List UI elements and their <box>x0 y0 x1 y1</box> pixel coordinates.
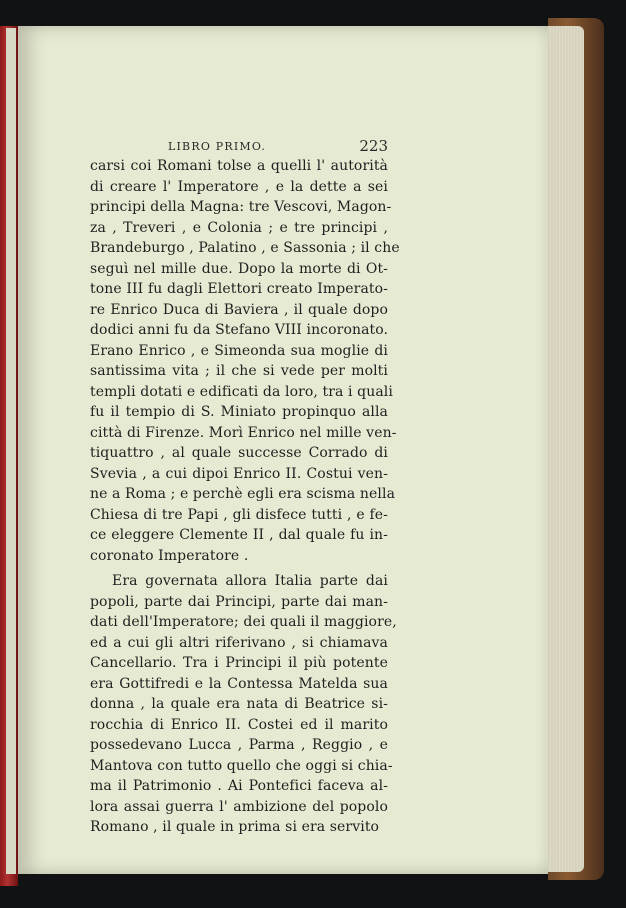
running-head: LIBRO PRIMO. <box>168 140 267 153</box>
text-line: Mantova con tutto quello che oggi si chia- <box>90 757 393 774</box>
text-line: ce eleggere Clemente II , dal quale fu in- <box>90 527 388 543</box>
text-line: principi della Magna: tre Vescovi, Magon- <box>90 199 392 215</box>
text-line: templi dotati e edificati da loro, tra i quali <box>90 383 393 400</box>
page-header <box>168 137 388 157</box>
text-line: Romano , il quale in prima si era servito <box>90 819 380 835</box>
text-line: dodici anni fu da Stefano VIII incoronato. <box>90 322 389 338</box>
text-line: santissima vita ; il che si vede per molti <box>90 363 388 379</box>
body-text <box>90 156 400 838</box>
text-line: possedevano Lucca , Parma , Reggio , e <box>90 737 388 753</box>
text-line: za , Treveri , e Colonia ; e tre principi , <box>90 219 388 236</box>
text-line: ed a cui gli altri riferivano , si chiamava <box>90 634 388 651</box>
text-line: coronato Imperatore . <box>90 547 249 564</box>
text-line: ma il Patrimonio . Ai Pontefici faceva al- <box>90 778 388 794</box>
paragraph-1 <box>90 156 400 566</box>
paragraph-2 <box>90 571 397 838</box>
text-line: dati dell'Imperatore; dei quali il maggiore, <box>90 614 397 630</box>
text-line: Chiesa di tre Papi , gli disfece tutti , e fe- <box>90 506 388 523</box>
text-line: Cancellario. Tra i Principi il più potente <box>90 655 388 671</box>
text-line: Brandeburgo , Palatino , e Sassonia ; il che <box>90 240 400 256</box>
text-line: rocchia di Enrico II. Costei ed il marito <box>90 716 388 733</box>
text-line: di creare l' Imperatore , e la dette a sei <box>90 178 388 195</box>
text-line: Erano Enrico , e Simeonda sua moglie di <box>90 342 388 359</box>
text-line: popoli, parte dai Principi, parte dai man- <box>90 593 388 610</box>
text-line: seguì nel mille due. Dopo la morte di Ot- <box>90 260 388 277</box>
text-line: città di Firenze. Morì Enrico nel mille ven- <box>90 424 397 441</box>
text-line: tone III fu dagli Elettori creato Imperato- <box>90 281 388 297</box>
left-page-edge-inner <box>6 28 16 874</box>
text-line: era Gottifredi e la Contessa Matelda sua <box>90 675 388 692</box>
text-line: fu il tempio di S. Miniato propinquo alla <box>90 404 388 420</box>
text-line: Era governata allora Italia parte dai <box>112 573 388 589</box>
text-line: ne a Roma ; e perchè egli era scisma nella <box>90 486 396 502</box>
text-line: Svevia , a cui dipoi Enrico II. Costui ven- <box>90 465 388 482</box>
text-line: carsi coi Romani tolse a quelli l' autorità <box>90 158 388 174</box>
text-line: tiquattro , al quale successe Corrado di <box>90 445 388 461</box>
text-line: lora assai guerra l' ambizione del popolo <box>90 798 388 815</box>
page-number: 223 <box>359 137 388 155</box>
text-line: donna , la quale era nata di Beatrice si- <box>90 696 388 712</box>
text-line: re Enrico Duca di Baviera , il quale dopo <box>90 301 388 318</box>
